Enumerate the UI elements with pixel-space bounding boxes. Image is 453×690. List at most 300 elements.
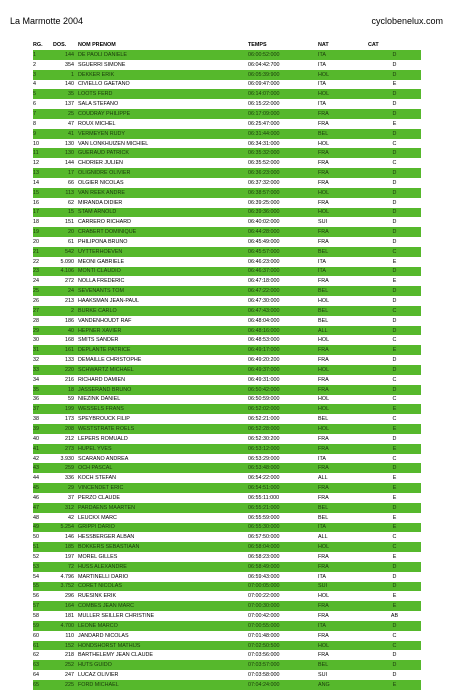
row-name: PHILIPONA BRUNO bbox=[78, 238, 128, 245]
row-rank: 23 bbox=[33, 267, 53, 277]
row-name: LEONE MARCO bbox=[78, 621, 248, 631]
row-rank: 32 bbox=[33, 357, 39, 364]
row-time: 06:34:31:000 bbox=[248, 140, 280, 147]
col-header-bib: DOS. bbox=[53, 42, 67, 48]
row-rank: 48 bbox=[33, 514, 39, 521]
row-bib: 212 bbox=[65, 435, 74, 442]
row-category: D bbox=[392, 61, 397, 68]
row-bib: 151 bbox=[65, 219, 74, 226]
row-name: BURKE CARLO bbox=[78, 306, 248, 316]
row-time: 06:54:22:000 bbox=[248, 475, 280, 482]
row-bib: 181 bbox=[65, 613, 74, 620]
row-name: CIVIELLO GAETANO bbox=[78, 81, 130, 88]
row-time: 06:55:59:000 bbox=[248, 514, 280, 521]
table-row bbox=[33, 582, 421, 592]
row-time: 06:52:21:000 bbox=[248, 416, 280, 423]
row-time: 06:58:04:000 bbox=[248, 542, 318, 552]
row-category: D bbox=[392, 298, 397, 305]
row-nationality: ITA bbox=[318, 50, 368, 60]
row-nationality: BEL bbox=[318, 129, 368, 139]
table-row bbox=[33, 542, 421, 552]
row-nationality: FRA bbox=[318, 168, 368, 178]
row-name: JANDARD NICOLAS bbox=[78, 632, 129, 639]
table-row bbox=[33, 119, 421, 129]
row-bib: 208 bbox=[53, 424, 78, 434]
table-row bbox=[33, 99, 421, 109]
table-row bbox=[33, 591, 421, 601]
row-category: C bbox=[368, 247, 421, 257]
row-nationality: HOL bbox=[318, 337, 330, 344]
row-time: 06:50:59:000 bbox=[248, 396, 280, 403]
table-row bbox=[33, 493, 421, 503]
row-name: MOREL GILLES bbox=[78, 553, 118, 560]
row-rank: 57 bbox=[33, 601, 53, 611]
row-category: E bbox=[368, 601, 421, 611]
row-time: 06:39:36:000 bbox=[248, 208, 318, 218]
row-nationality: HOL bbox=[318, 424, 368, 434]
row-name: COMBES JEAN MARC bbox=[78, 601, 248, 611]
row-nationality: FRA bbox=[318, 613, 329, 620]
row-name: PERZO CLAUDE bbox=[78, 494, 120, 501]
row-time: 06:45:49:000 bbox=[248, 238, 280, 245]
row-time: 06:48:16:000 bbox=[248, 326, 318, 336]
table-row bbox=[33, 276, 421, 286]
row-rank: 59 bbox=[33, 621, 53, 631]
row-bib: 354 bbox=[65, 61, 74, 68]
row-bib: 59 bbox=[68, 396, 74, 403]
row-time: 06:35:32:000 bbox=[248, 148, 318, 158]
row-time: 06:53:48:000 bbox=[248, 463, 318, 473]
row-category: D bbox=[392, 219, 397, 226]
row-name: MEONI GABRIELE bbox=[78, 258, 125, 265]
table-row bbox=[33, 168, 421, 178]
row-name: GRIPPI DARIO bbox=[78, 523, 248, 533]
row-name: VINCENDET ERIC bbox=[78, 483, 248, 493]
table-row bbox=[33, 670, 421, 680]
row-bib: 25 bbox=[53, 109, 78, 119]
row-rank: 37 bbox=[33, 404, 53, 414]
row-bib: 312 bbox=[53, 503, 78, 513]
row-rank: 62 bbox=[33, 652, 39, 659]
row-time: 06:31:44:000 bbox=[248, 129, 318, 139]
row-nationality: FRA bbox=[318, 278, 329, 285]
row-rank: 24 bbox=[33, 278, 39, 285]
table-row bbox=[33, 267, 421, 277]
row-time: 06:09:47:000 bbox=[248, 81, 280, 88]
row-nationality: BEL bbox=[318, 660, 368, 670]
row-nationality: HOL bbox=[318, 70, 368, 80]
row-time: 06:05:39:900 bbox=[248, 70, 318, 80]
row-rank: 15 bbox=[33, 188, 53, 198]
row-category: D bbox=[392, 357, 397, 364]
row-time: 07:01:48:000 bbox=[248, 632, 280, 639]
row-rank: 60 bbox=[33, 632, 39, 639]
row-rank: 16 bbox=[33, 199, 39, 206]
row-time: 07:03:57:000 bbox=[248, 660, 318, 670]
table-row bbox=[33, 109, 421, 119]
row-category: C bbox=[392, 160, 397, 167]
row-nationality: HOL bbox=[318, 365, 368, 375]
row-category: E bbox=[392, 81, 397, 88]
table-row bbox=[33, 552, 421, 562]
row-nationality: FRA bbox=[318, 562, 368, 572]
row-category: D bbox=[368, 70, 421, 80]
document-title: La Marmotte 2004 bbox=[10, 16, 84, 26]
row-nationality: ITA bbox=[318, 101, 326, 108]
row-category: C bbox=[392, 416, 397, 423]
row-category: D bbox=[392, 317, 397, 324]
row-rank: 27 bbox=[33, 306, 53, 316]
row-bib: 5.254 bbox=[53, 523, 78, 533]
row-nationality: FRA bbox=[318, 553, 329, 560]
row-nationality: FRA bbox=[318, 357, 329, 364]
row-bib: 15 bbox=[53, 208, 78, 218]
row-nationality: FRA bbox=[318, 444, 368, 454]
row-rank: 55 bbox=[33, 582, 53, 592]
row-bib: 133 bbox=[65, 357, 74, 364]
row-category: D bbox=[368, 168, 421, 178]
row-bib: 146 bbox=[65, 534, 74, 541]
row-rank: 7 bbox=[33, 109, 53, 119]
row-bib: 29 bbox=[53, 483, 78, 493]
row-bib: 18 bbox=[53, 385, 78, 395]
row-name: STAM ARNOLD bbox=[78, 208, 248, 218]
row-time: 06:38:57:000 bbox=[248, 188, 318, 198]
row-nationality: BEL bbox=[318, 416, 329, 423]
row-bib: 259 bbox=[53, 463, 78, 473]
table-row bbox=[33, 424, 421, 434]
col-header-rank: RG. bbox=[33, 42, 43, 48]
row-nationality: FRA bbox=[318, 632, 329, 639]
row-bib: 137 bbox=[65, 101, 74, 108]
row-name: LUCAZ OLIVIER bbox=[78, 672, 119, 679]
row-bib: 3.752 bbox=[53, 582, 78, 592]
row-nationality: FRA bbox=[318, 199, 329, 206]
row-name: LOOTS FERD bbox=[78, 89, 248, 99]
row-category: C bbox=[392, 376, 397, 383]
row-category: E bbox=[392, 475, 397, 482]
row-name: MONTI CLAUDIO bbox=[78, 267, 248, 277]
row-time: 07:04:24:000 bbox=[248, 680, 318, 690]
row-nationality: FRA bbox=[318, 345, 368, 355]
row-time: 07:03:56:000 bbox=[248, 652, 280, 659]
row-rank: 22 bbox=[33, 258, 39, 265]
row-name: HEPNER XAVIER bbox=[78, 326, 248, 336]
row-name: HUSS ALEXANDRE bbox=[78, 562, 248, 572]
row-name: HUTS GUIDO bbox=[78, 660, 248, 670]
row-name: MULLER SEILLER CHRISTINE bbox=[78, 613, 155, 620]
table-row bbox=[33, 454, 421, 464]
row-bib: 17 bbox=[53, 168, 78, 178]
row-nationality: FRA bbox=[318, 238, 329, 245]
row-nationality: FRA bbox=[318, 385, 368, 395]
table-row bbox=[33, 641, 421, 651]
row-bib: 216 bbox=[65, 376, 74, 383]
row-bib: 130 bbox=[65, 140, 74, 147]
row-time: 06:59:43:000 bbox=[248, 573, 280, 580]
row-category: D bbox=[368, 89, 421, 99]
row-rank: 31 bbox=[33, 345, 53, 355]
row-nationality: ALL bbox=[318, 475, 328, 482]
row-time: 06:47:18:000 bbox=[248, 278, 280, 285]
row-bib: 144 bbox=[53, 50, 78, 60]
row-category: E bbox=[368, 404, 421, 414]
table-row bbox=[33, 621, 421, 631]
row-category: D bbox=[368, 562, 421, 572]
row-time: 06:47:22:000 bbox=[248, 286, 318, 296]
table-row bbox=[33, 286, 421, 296]
row-category: E bbox=[368, 523, 421, 533]
row-name: SEVENANTS TOM bbox=[78, 286, 248, 296]
row-nationality: HOL bbox=[318, 89, 368, 99]
row-category: D bbox=[368, 148, 421, 158]
row-rank: 58 bbox=[33, 613, 39, 620]
row-category: E bbox=[368, 680, 421, 690]
row-time: 07:00:05:000 bbox=[248, 582, 318, 592]
row-time: 06:49:31:000 bbox=[248, 376, 280, 383]
col-header-name: NOM PRENOM bbox=[78, 42, 116, 48]
row-name: CORET NICOLAS bbox=[78, 582, 248, 592]
row-rank: 12 bbox=[33, 160, 39, 167]
row-bib: 61 bbox=[68, 238, 74, 245]
row-category: D bbox=[392, 573, 397, 580]
row-name: JASSERAND BRUNO bbox=[78, 385, 248, 395]
row-category: E bbox=[368, 424, 421, 434]
row-name: DE PAOLI DANIELE bbox=[78, 50, 248, 60]
row-rank: 20 bbox=[33, 238, 39, 245]
table-row bbox=[33, 444, 421, 454]
row-name: DEKKER ERIK bbox=[78, 70, 248, 80]
row-time: 06:58:49:000 bbox=[248, 562, 318, 572]
row-category: D bbox=[392, 435, 397, 442]
row-bib: 542 bbox=[53, 247, 78, 257]
row-time: 06:17:09:000 bbox=[248, 109, 318, 119]
row-name: HESSBERGER ALBAN bbox=[78, 534, 135, 541]
table-row bbox=[33, 660, 421, 670]
row-name: VANDENHOUDT RAF bbox=[78, 317, 132, 324]
row-bib: 252 bbox=[53, 660, 78, 670]
row-rank: 29 bbox=[33, 326, 53, 336]
row-nationality: ITA bbox=[318, 455, 326, 462]
table-row bbox=[33, 355, 421, 365]
table-row bbox=[33, 70, 421, 80]
row-rank: 13 bbox=[33, 168, 53, 178]
row-name: CHORIER JULIEN bbox=[78, 160, 123, 167]
row-bib: 1 bbox=[53, 70, 78, 80]
row-name: PARDAENS MAARTEN bbox=[78, 503, 248, 513]
row-time: 06:00:52:000 bbox=[248, 50, 318, 60]
table-row bbox=[33, 227, 421, 237]
results-table bbox=[33, 40, 421, 690]
row-category: E bbox=[392, 278, 397, 285]
table-row bbox=[33, 326, 421, 336]
row-category: C bbox=[392, 140, 397, 147]
row-rank: 53 bbox=[33, 562, 53, 572]
row-nationality: ITA bbox=[318, 523, 368, 533]
table-row bbox=[33, 463, 421, 473]
row-nationality: BEL bbox=[318, 286, 368, 296]
row-rank: 65 bbox=[33, 680, 53, 690]
row-time: 06:58:23:000 bbox=[248, 553, 280, 560]
row-rank: 46 bbox=[33, 494, 39, 501]
row-category: E bbox=[368, 444, 421, 454]
row-nationality: HOL bbox=[318, 641, 368, 651]
table-row bbox=[33, 306, 421, 316]
row-rank: 63 bbox=[33, 660, 53, 670]
row-nationality: HOL bbox=[318, 188, 368, 198]
table-row bbox=[33, 188, 421, 198]
row-bib: 20 bbox=[53, 227, 78, 237]
row-rank: 28 bbox=[33, 317, 39, 324]
row-category: C bbox=[368, 641, 421, 651]
table-row bbox=[33, 237, 421, 247]
row-rank: 64 bbox=[33, 672, 39, 679]
row-category: D bbox=[368, 385, 421, 395]
row-rank: 9 bbox=[33, 129, 53, 139]
row-bib: 41 bbox=[53, 129, 78, 139]
row-category: D bbox=[392, 652, 397, 659]
row-name: OCH PASCAL bbox=[78, 463, 248, 473]
row-name: SMITS SANDER bbox=[78, 337, 119, 344]
row-time: 07:00:22:000 bbox=[248, 593, 280, 600]
row-nationality: FRA bbox=[318, 179, 329, 186]
row-name: LEPERS ROMUALD bbox=[78, 435, 128, 442]
row-rank: 45 bbox=[33, 483, 53, 493]
row-category: E bbox=[392, 553, 397, 560]
row-time: 06:55:11:000 bbox=[248, 494, 280, 501]
row-bib: 66 bbox=[68, 179, 74, 186]
table-row bbox=[33, 385, 421, 395]
row-time: 07:00:42:000 bbox=[248, 613, 280, 620]
row-rank: 19 bbox=[33, 227, 53, 237]
row-time: 06:40:02:000 bbox=[248, 219, 280, 226]
row-category: D bbox=[368, 582, 421, 592]
row-category: D bbox=[392, 199, 397, 206]
row-category: D bbox=[368, 188, 421, 198]
row-rank: 30 bbox=[33, 337, 39, 344]
row-time: 06:47:43:000 bbox=[248, 306, 318, 316]
row-name: RUESINK ERIK bbox=[78, 593, 117, 600]
row-name: BOKKERS SEBASTIAAN bbox=[78, 542, 248, 552]
row-rank: 10 bbox=[33, 140, 39, 147]
row-bib: 168 bbox=[65, 337, 74, 344]
row-name: SALA STEFANO bbox=[78, 101, 119, 108]
row-rank: 6 bbox=[33, 101, 36, 108]
row-nationality: ITA bbox=[318, 258, 326, 265]
row-rank: 56 bbox=[33, 593, 39, 600]
row-nationality: FRA bbox=[318, 376, 329, 383]
row-name: HUPEL YVES bbox=[78, 444, 248, 454]
row-rank: 4 bbox=[33, 81, 36, 88]
row-nationality: HOL bbox=[318, 593, 330, 600]
row-rank: 26 bbox=[33, 298, 39, 305]
row-time: 06:50:42:000 bbox=[248, 385, 318, 395]
row-category: D bbox=[392, 101, 397, 108]
row-bib: 2 bbox=[53, 306, 78, 316]
row-nationality: ITA bbox=[318, 61, 326, 68]
table-row bbox=[33, 316, 421, 326]
row-category: D bbox=[392, 238, 397, 245]
table-row bbox=[33, 335, 421, 345]
row-bib: 220 bbox=[53, 365, 78, 375]
row-category: C bbox=[392, 632, 397, 639]
row-category: C bbox=[392, 337, 397, 344]
row-name: VAN REEK ANDRE bbox=[78, 188, 248, 198]
row-category: AB bbox=[390, 613, 399, 620]
col-header-nationality: NAT bbox=[318, 42, 329, 48]
row-name: MIRANDA DIDIER bbox=[78, 199, 123, 206]
row-rank: 34 bbox=[33, 376, 39, 383]
table-row bbox=[33, 483, 421, 493]
row-rank: 36 bbox=[33, 396, 39, 403]
row-category: E bbox=[368, 345, 421, 355]
row-bib: 161 bbox=[53, 345, 78, 355]
row-rank: 1 bbox=[33, 50, 53, 60]
row-bib: 5.090 bbox=[60, 258, 74, 265]
table-row bbox=[33, 601, 421, 611]
row-nationality: FRA bbox=[318, 160, 329, 167]
row-category: D bbox=[368, 109, 421, 119]
row-category: D bbox=[368, 463, 421, 473]
row-name: VAN LONKHUIZEN MICHIEL bbox=[78, 140, 149, 147]
row-nationality: SUI bbox=[318, 582, 368, 592]
row-time: 06:55:21:000 bbox=[248, 503, 318, 513]
row-nationality: HOL bbox=[318, 208, 368, 218]
row-name: SCARANO ANDREA bbox=[78, 455, 129, 462]
row-bib: 4.700 bbox=[53, 621, 78, 631]
row-nationality: ALL bbox=[318, 534, 328, 541]
col-header-category: CAT bbox=[368, 42, 379, 48]
table-row bbox=[33, 365, 421, 375]
row-name: NOLLA FREDERIC bbox=[78, 278, 125, 285]
row-name: CRABERT DOMINIQUE bbox=[78, 227, 248, 237]
row-nationality: ALL bbox=[318, 326, 368, 336]
row-rank: 35 bbox=[33, 385, 53, 395]
row-rank: 47 bbox=[33, 503, 53, 513]
row-bib: 24 bbox=[53, 286, 78, 296]
row-bib: 37 bbox=[68, 494, 74, 501]
table-row bbox=[33, 80, 421, 90]
row-category: D bbox=[368, 50, 421, 60]
row-nationality: ITA bbox=[318, 81, 326, 88]
row-time: 06:45:57:000 bbox=[248, 247, 318, 257]
row-time: 06:44:28:000 bbox=[248, 227, 318, 237]
row-bib: 199 bbox=[53, 404, 78, 414]
row-category: C bbox=[368, 542, 421, 552]
row-bib: 296 bbox=[65, 593, 74, 600]
row-nationality: ITA bbox=[318, 573, 326, 580]
row-name: OLIGNIDRE OLIVIER bbox=[78, 168, 248, 178]
table-row bbox=[33, 650, 421, 660]
row-time: 06:52:30:200 bbox=[248, 435, 280, 442]
table-row bbox=[33, 217, 421, 227]
row-bib: 47 bbox=[68, 120, 74, 127]
row-rank: 50 bbox=[33, 534, 39, 541]
row-category: C bbox=[368, 306, 421, 316]
row-name: HAAKSMAN JEAN-PAUL bbox=[78, 298, 140, 305]
row-time: 06:52:28:000 bbox=[248, 424, 318, 434]
row-category: E bbox=[392, 258, 397, 265]
row-category: C bbox=[392, 455, 397, 462]
row-nationality: FRA bbox=[318, 148, 368, 158]
table-row bbox=[33, 60, 421, 70]
table-row bbox=[33, 89, 421, 99]
row-name: VERMEYEN RUDY bbox=[78, 129, 248, 139]
row-name: FORD MICHAEL bbox=[78, 680, 248, 690]
row-bib: 218 bbox=[65, 652, 74, 659]
row-rank: 43 bbox=[33, 463, 53, 473]
row-time: 06:39:25:000 bbox=[248, 199, 280, 206]
